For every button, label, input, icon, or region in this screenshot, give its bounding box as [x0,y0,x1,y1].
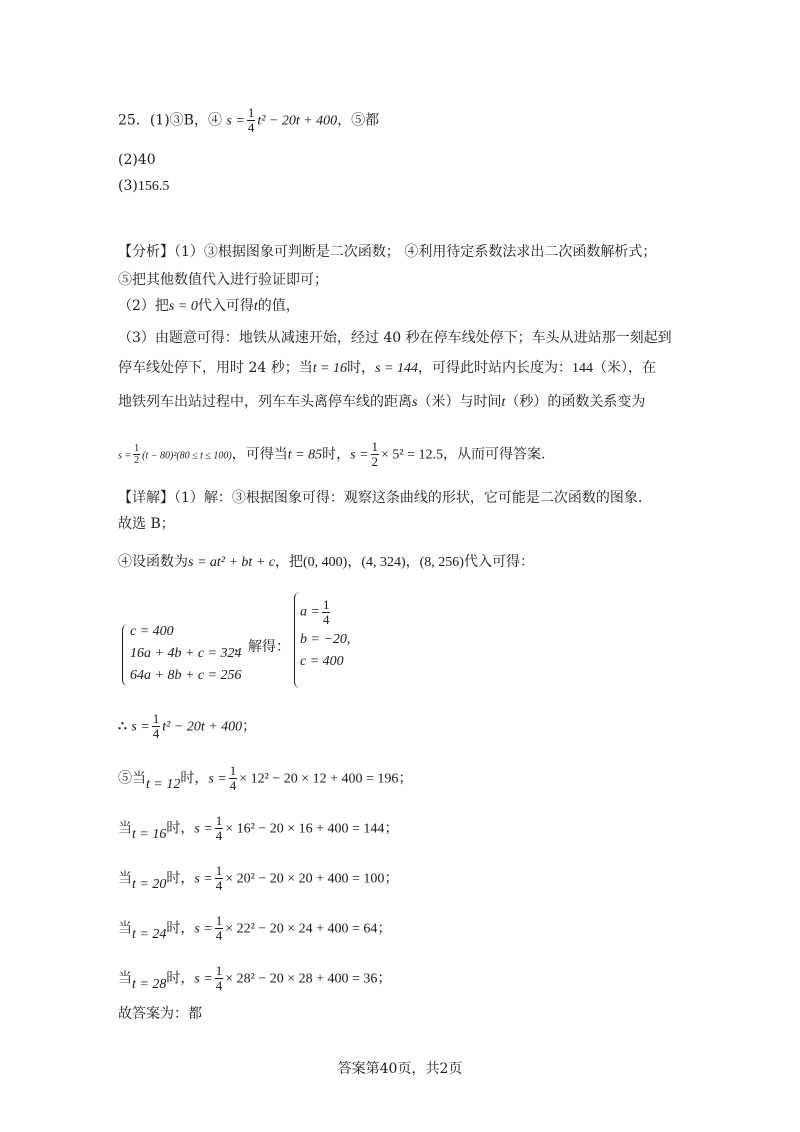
system-eq-2: 16a + 4b + c = 324 [130,646,242,661]
analysis-line-7: s = $\frac{1}{2}$ (t − 80)²(80 ≤ t ≤ 100)，可得当t = 85时，s = $\frac{1}{2}$ × 5² = 12.5，从而可得答案. [118,439,546,469]
analysis-line-3: （2）把s = 0代入可得t的值， [118,298,300,314]
answer-line-1 [118,106,379,135]
fraction-one-quarter: $\frac{1}{4}$ [215,813,223,843]
analysis-line-2: ⑤把其他数值代入进行验证即可； [118,272,328,288]
answer-part2: (2)40 [118,152,156,168]
part1-formula-rest: t² − 20t + 400 [257,113,338,129]
therefore-symbol: ∴ [118,718,127,735]
fraction-one-quarter: $\frac{1}{4}$ [322,597,330,627]
part1-suffix: ，⑤都 [337,112,380,129]
check-line-t28: 当t = 28时，s = $\frac{1}{4}$ × 28² − 20 × 28 + 400 = 36； [118,963,392,993]
sol-c: c = 400 [300,654,344,669]
fraction-one-quarter: $\frac{1}{4}$ [229,763,237,793]
analysis-line-4: （3）由题意可得：地铁从减速开始，经过 40 秒在停车线处停下；车头从进站那一刻起到 [118,330,672,346]
analysis-tag: 【分析】 [118,244,174,260]
check-line-t24: 当t = 24时，s = $\frac{1}{4}$ × 22² − 20 × 24 + 400 = 64； [118,913,392,943]
check-line-t20: 当t = 20时，s = $\frac{1}{4}$ × 20² − 20 × 20 + 400 = 100； [118,863,399,893]
system-eq-1: c = 400 [130,624,174,639]
fraction-one-quarter: $\frac{1}{4}$ [215,963,223,993]
check-line-t16: 当t = 16时，s = $\frac{1}{4}$ × 16² − 20 × 16 + 400 = 144； [118,813,399,843]
fraction-one-half: $\frac{1}{2}$ [371,439,378,469]
system-eq-3: 64a + 8b + c = 256 [130,668,242,683]
question-number: 25． [118,112,150,129]
part1-formula-lhs: s = [226,113,245,129]
fraction-one-quarter: $\frac{1}{4}$ [152,711,160,741]
check-line-t12: ⑤当t = 12时，s = $\frac{1}{4}$ × 12² − 20 × 12 + 400 = 196； [118,763,413,793]
fraction-one-quarter: $\frac{1}{4}$ [215,863,223,893]
analysis-line-6: 地铁列车出站过程中，列车车头离停车线的距离s（米）与时间t（秒）的函数关系变为 [118,394,646,410]
fraction-one-half-small: $\frac{1}{2}$ [134,443,140,466]
solution-line-2: 故选 B； [118,516,175,532]
therefore-line: ∴ s = $\frac{1}{4}$ t² − 20t + 400； [118,711,257,741]
left-brace [122,624,129,686]
page-footer: 答案第40页，共2页 [337,1061,463,1077]
fraction-one-quarter: $\frac{1}{4}$ [215,913,223,943]
solution-line-1: 【详解】（1）解：③根据图象可得：观察这条曲线的形状，它可能是二次函数的图象. [118,490,643,506]
fraction-one-quarter: $\frac{1}{4}$ [247,105,255,135]
answer-part3: (3)156.5 [118,178,170,194]
analysis-line-1: 【分析】（1）③根据图象可判断是二次函数； ④利用待定系数法求出二次函数解析式； [118,244,657,260]
solution-line-3: ④设函数为s = at² + bt + c，把(0, 400)，(4, 324)，(8, 256)代入可得： [118,554,534,570]
conclusion-line: 故答案为：都 [118,1006,202,1022]
solve-label: ，解得： [234,639,290,655]
solution-tag: 【详解】 [118,490,174,506]
analysis-line-5: 停车线处停下，用时 24 秒；当t = 16时，s = 144，可得此时站内长度为：144（米），在 [118,360,656,376]
sol-b: b = −20, [300,632,351,647]
sol-a: a = $\frac{1}{4}$ [300,597,330,627]
part1-prefix: (1)③B，④ [149,112,222,129]
